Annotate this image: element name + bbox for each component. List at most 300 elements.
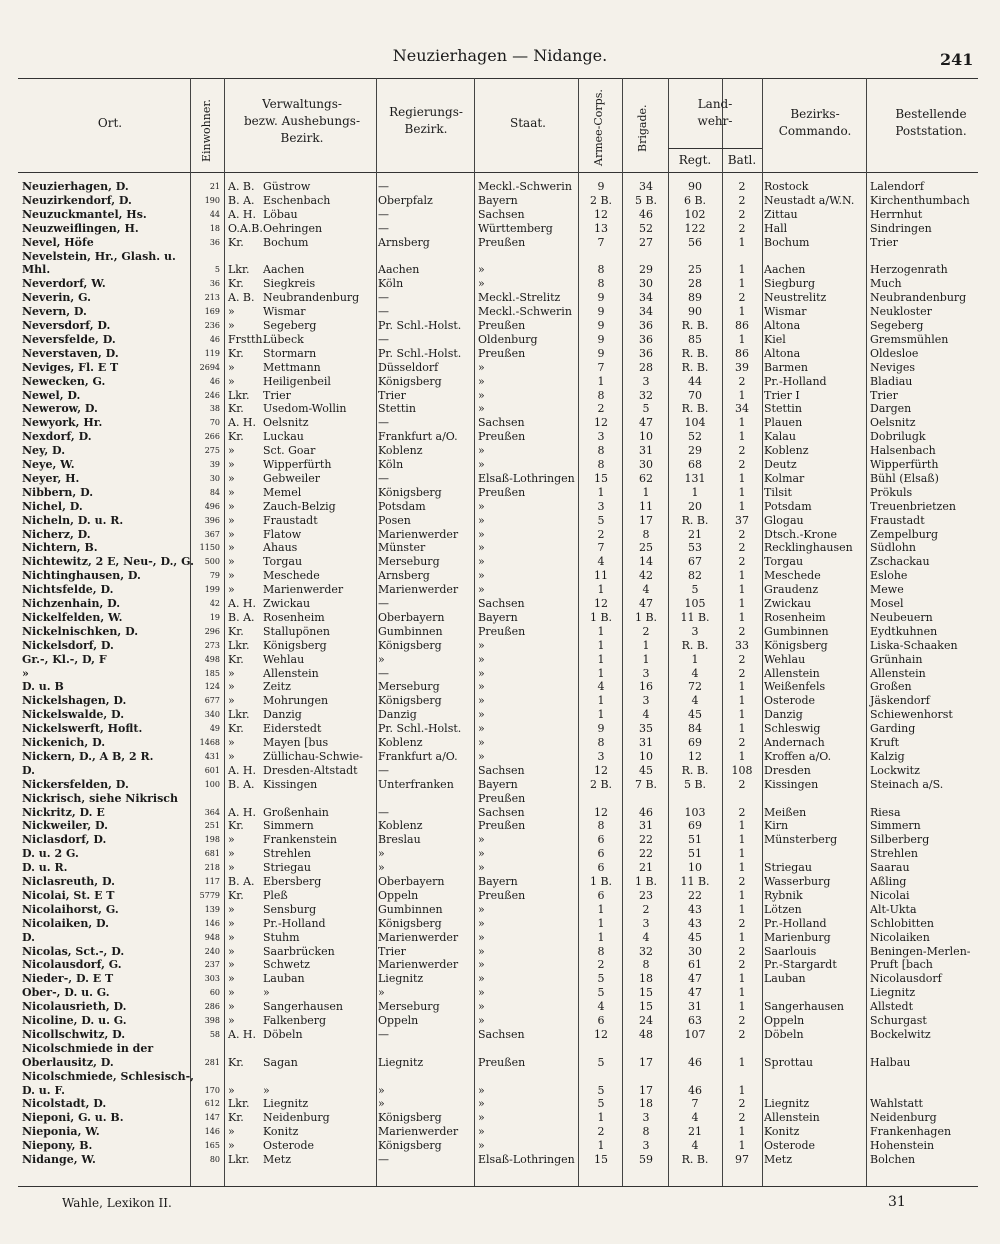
cell-staat: »	[478, 958, 485, 972]
cell-einwohner: 296	[204, 626, 220, 636]
cell-poststation: Eslohe	[870, 569, 908, 583]
cell-bataillon: 2	[738, 541, 746, 555]
cell-verwaltung-kind: »	[228, 527, 235, 541]
cell-einwohner: 1468	[199, 738, 220, 747]
cell-bataillon: 86	[735, 319, 749, 332]
cell-poststation: Strehlen	[870, 847, 918, 861]
table-row	[0, 305, 1000, 319]
cell-bezirks-commando: Zwickau	[764, 597, 812, 610]
cell-regiment: 56	[688, 235, 702, 249]
cell-verwaltung-name: Liegnitz	[263, 1097, 309, 1111]
cell-einwohner: 185	[204, 668, 220, 678]
col-header-verwaltung-line2: bezw. Aushebungs-	[244, 114, 360, 128]
cell-regiment: 53	[688, 541, 702, 555]
cell-poststation: Halsenbach	[870, 444, 936, 458]
cell-einwohner: 5	[214, 265, 220, 275]
cell-bezirks-commando: Danzig	[764, 708, 803, 722]
cell-armee-corps: 12	[594, 763, 608, 777]
cell-regiment: 31	[688, 1000, 702, 1014]
cell-brigade: 1	[642, 485, 650, 499]
cell-verwaltung-kind: »	[228, 930, 235, 944]
cell-poststation: Bladiau	[870, 374, 913, 388]
cell-ort: Nickelswalde, D.	[22, 708, 125, 722]
cell-staat: »	[478, 263, 485, 277]
cell-regiment: 69	[688, 736, 702, 749]
cell-brigade: 46	[639, 207, 653, 221]
cell-armee-corps: 12	[594, 1027, 608, 1041]
cell-bataillon: 1	[738, 1125, 746, 1139]
cell-ort: Oberlausitz, D.	[22, 1055, 114, 1069]
cell-armee-corps: 7	[597, 235, 605, 249]
cell-regierungsbezirk: Potsdam	[378, 499, 426, 513]
cell-verwaltung-kind: »	[228, 1125, 235, 1139]
cell-armee-corps: 8	[597, 444, 605, 458]
cell-bataillon: 1	[738, 430, 746, 444]
cell-verwaltung-kind: A. H.	[228, 416, 257, 430]
cell-ort: Nicolai, St. E T	[22, 888, 115, 902]
cell-staat: »	[478, 555, 485, 569]
table-row	[0, 819, 1000, 833]
cell-armee-corps: 4	[597, 1000, 605, 1014]
cell-brigade: 8	[642, 527, 650, 541]
col-header-regt: Regt.	[678, 153, 712, 167]
cell-brigade: 48	[639, 1027, 653, 1041]
cell-verwaltung-name: Marienwerder	[263, 583, 344, 597]
table-row	[0, 833, 1000, 847]
cell-verwaltung-kind: »	[228, 555, 235, 569]
cell-einwohner: 303	[204, 974, 220, 984]
cell-brigade: 3	[642, 1111, 650, 1125]
col-header-regierung-line1: Regierungs-	[389, 105, 463, 119]
cell-bataillon: 2	[738, 1014, 746, 1027]
cell-bezirks-commando: Recklinghausen	[764, 541, 853, 555]
cell-poststation: Liska-Schaaken	[870, 638, 958, 652]
cell-verwaltung-kind: »	[228, 1083, 235, 1097]
cell-verwaltung-name: Neubrandenburg	[263, 291, 360, 305]
cell-verwaltung-kind: »	[228, 833, 235, 847]
cell-armee-corps: 15	[594, 1153, 608, 1166]
cell-poststation: Halbau	[870, 1055, 911, 1069]
cell-ort: Nickweiler, D.	[22, 819, 109, 833]
table-row	[0, 1097, 1000, 1111]
cell-verwaltung-kind: A. B.	[228, 291, 255, 305]
cell-verwaltung-kind: A. H.	[228, 1027, 257, 1041]
col-header-bezirks	[766, 106, 864, 140]
cell-verwaltung-name: Zwickau	[263, 597, 311, 610]
cell-regiment: 21	[688, 527, 702, 541]
cell-einwohner: 948	[204, 932, 220, 942]
cell-staat: »	[478, 360, 485, 374]
cell-armee-corps: 1	[597, 583, 605, 597]
cell-ort: Newel, D.	[22, 388, 81, 402]
cell-regierungsbezirk: —	[378, 180, 389, 193]
cell-brigade: 5 B.	[634, 193, 658, 207]
cell-verwaltung-name: Stormarn	[263, 346, 317, 360]
cell-bataillon: 2	[738, 555, 746, 569]
cell-ort: Nicoline, D. u. G.	[22, 1014, 127, 1027]
cell-ort: Nicheln, D. u. R.	[22, 513, 124, 527]
table-row	[0, 986, 1000, 1000]
cell-einwohner: 19	[209, 612, 220, 622]
cell-einwohner: 218	[204, 863, 220, 873]
cell-bataillon: 2	[738, 458, 746, 471]
cell-einwohner: 340	[204, 710, 220, 720]
cell-poststation: Schiewenhorst	[870, 708, 953, 722]
cell-ort: Nickritz, D. E	[22, 805, 105, 819]
cell-armee-corps: 9	[597, 332, 605, 346]
cell-poststation: Lockwitz	[870, 763, 920, 777]
cell-brigade: 15	[639, 1000, 653, 1014]
cell-regiment: 7	[691, 1097, 699, 1111]
cell-brigade: 22	[639, 847, 653, 861]
cell-staat: Sachsen	[478, 805, 525, 819]
cell-verwaltung-name: Fraustadt	[263, 513, 318, 527]
cell-verwaltung-kind: Kr.	[228, 1111, 244, 1125]
cell-verwaltung-kind: B. A.	[228, 777, 255, 791]
cell-verwaltung-name: Großenhain	[263, 805, 329, 819]
cell-verwaltung-kind: »	[228, 916, 235, 930]
cell-regiment: 47	[688, 972, 702, 986]
cell-verwaltung-kind: Kr.	[228, 722, 244, 736]
cell-ort: Nicherz, D.	[22, 527, 91, 541]
cell-ort: D.	[22, 763, 35, 777]
cell-armee-corps: 2 B.	[589, 777, 613, 791]
cell-staat: »	[478, 541, 485, 555]
cell-poststation: Trier	[870, 388, 898, 402]
cell-bezirks-commando: Wasserburg	[764, 875, 831, 888]
cell-poststation: Hohenstein	[870, 1139, 935, 1153]
cell-armee-corps: 2	[597, 958, 605, 972]
cell-bataillon: 1	[738, 902, 746, 916]
cell-ort: Niepony, B.	[22, 1139, 93, 1153]
cell-regiment: 63	[688, 1014, 702, 1027]
cell-verwaltung-kind: »	[228, 902, 235, 916]
table-row	[0, 402, 1000, 416]
cell-bataillon: 1	[738, 986, 746, 1000]
cell-verwaltung-name: Usedom-Wollin	[263, 402, 347, 416]
cell-bataillon: 2	[738, 875, 746, 888]
cell-ort: Niclasreuth, D.	[22, 875, 115, 888]
cell-regierungsbezirk: Frankfurt a/O.	[378, 430, 458, 444]
col-header-landwehr-line2: wehr-	[697, 114, 733, 128]
cell-bataillon: 1	[738, 749, 746, 763]
cell-bataillon: 1	[738, 1055, 746, 1069]
cell-einwohner: 44	[209, 209, 220, 219]
cell-einwohner: 500	[204, 557, 220, 567]
cell-brigade: 18	[639, 1097, 653, 1111]
cell-verwaltung-name: Sangerhausen	[263, 1000, 343, 1014]
cell-staat: Bayern	[478, 875, 518, 888]
table-row	[0, 958, 1000, 972]
cell-brigade: 1	[642, 638, 650, 652]
cell-regierungsbezirk: Merseburg	[378, 680, 440, 694]
cell-poststation: Simmern	[870, 819, 921, 833]
cell-brigade: 23	[639, 888, 653, 902]
cell-armee-corps: 9	[597, 291, 605, 305]
cell-armee-corps: 5	[597, 1055, 605, 1069]
cell-verwaltung-name: Zauch-Belzig	[263, 499, 336, 513]
cell-ort: Nieponia, W.	[22, 1125, 100, 1139]
table-row	[0, 1000, 1000, 1014]
cell-bezirks-commando: Schleswig	[764, 722, 821, 736]
cell-armee-corps: 9	[597, 722, 605, 736]
cell-einwohner: 251	[204, 821, 220, 831]
cell-bezirks-commando: Neustrelitz	[764, 291, 827, 305]
cell-regiment: 30	[688, 944, 702, 958]
page-header-title: Neuzierhagen — Nidange.	[392, 46, 608, 65]
cell-verwaltung-kind: Lkr.	[228, 638, 250, 652]
cell-brigade: 31	[639, 444, 653, 458]
cell-staat: »	[478, 652, 485, 666]
cell-regiment: R. B.	[681, 763, 709, 777]
cell-bataillon: 1	[738, 930, 746, 944]
cell-bataillon: 2	[738, 221, 746, 235]
cell-poststation: Pruft [bach	[870, 958, 933, 972]
cell-bezirks-commando: Marienburg	[764, 930, 831, 944]
cell-staat: »	[478, 388, 485, 402]
cell-regierungsbezirk: Marienwerder	[378, 1125, 459, 1139]
cell-ort: Nichtern, B.	[22, 541, 98, 555]
cell-regiment: 46	[688, 1083, 702, 1097]
cell-poststation: Beningen-Merlen-	[870, 944, 971, 958]
cell-brigade: 28	[639, 360, 653, 374]
cell-ort: D.	[22, 930, 35, 944]
cell-bezirks-commando: Osterode	[764, 1139, 816, 1153]
table-row	[0, 861, 1000, 875]
cell-poststation: Grünhain	[870, 652, 923, 666]
table-row	[0, 1042, 1000, 1056]
cell-einwohner: 237	[204, 960, 220, 970]
cell-brigade: 15	[639, 986, 653, 1000]
cell-verwaltung-kind: »	[228, 944, 235, 958]
cell-verwaltung-kind: Kr.	[228, 1055, 244, 1069]
cell-poststation: Zempelburg	[870, 527, 939, 541]
cell-staat: »	[478, 861, 485, 875]
cell-regiment: R. B.	[681, 346, 709, 360]
cell-verwaltung-kind: Kr.	[228, 277, 244, 291]
cell-brigade: 35	[639, 722, 653, 736]
cell-regiment: R. B.	[681, 1153, 709, 1166]
cell-verwaltung-kind: A. H.	[228, 805, 257, 819]
cell-armee-corps: 2	[597, 1125, 605, 1139]
cell-poststation: Wipperfürth	[870, 458, 939, 471]
table-row	[0, 236, 1000, 250]
cell-armee-corps: 12	[594, 805, 608, 819]
page-number: 241	[940, 50, 974, 69]
cell-regiment: 107	[684, 1027, 706, 1041]
cell-regiment: 90	[688, 305, 702, 319]
cell-ort: Neuzweiflingen, H.	[22, 221, 139, 235]
cell-ort: Gr.-, Kl.-, D, F	[22, 652, 107, 666]
cell-bataillon: 2	[738, 777, 746, 791]
cell-regierungsbezirk: —	[378, 305, 389, 319]
cell-regiment: R. B.	[681, 513, 709, 527]
cell-staat: Sachsen	[478, 1027, 525, 1041]
cell-poststation: Kalzig	[870, 749, 905, 763]
cell-verwaltung-name: Stuhm	[263, 930, 300, 944]
cell-bataillon: 1	[738, 833, 746, 847]
table-row	[0, 291, 1000, 305]
cell-regierungsbezirk: Merseburg	[378, 1000, 440, 1014]
cell-brigade: 17	[639, 1055, 653, 1069]
table-row	[0, 875, 1000, 889]
cell-armee-corps: 5	[597, 513, 605, 527]
cell-poststation: Nicolai	[870, 888, 910, 902]
col-header-verwaltung-line1: Verwaltungs-	[262, 97, 342, 111]
table-row	[0, 680, 1000, 694]
cell-bezirks-commando: Döbeln	[764, 1027, 804, 1041]
cell-bezirks-commando: Dresden	[764, 763, 811, 777]
cell-regierungsbezirk: »	[378, 1097, 385, 1111]
cell-regierungsbezirk: —	[378, 597, 389, 610]
cell-regiment: 61	[688, 958, 702, 972]
cell-regierungsbezirk: —	[378, 332, 389, 346]
cell-staat: »	[478, 1111, 485, 1125]
cell-einwohner: 84	[209, 487, 220, 497]
cell-verwaltung-name: Konitz	[263, 1125, 299, 1139]
cell-staat: Bayern	[478, 193, 518, 207]
cell-armee-corps: 4	[597, 555, 605, 569]
cell-ort: Nickelsdorf, D.	[22, 638, 114, 652]
table-row	[0, 583, 1000, 597]
cell-bezirks-commando: Neustadt a/W.N.	[764, 193, 855, 207]
cell-bataillon: 1	[738, 847, 746, 861]
cell-einwohner: 46	[209, 376, 220, 386]
cell-bezirks-commando: Siegburg	[764, 277, 816, 291]
cell-bezirks-commando: Wehlau	[764, 652, 806, 666]
cell-ort: Nichzenhain, D.	[22, 597, 121, 610]
cell-brigade: 2	[642, 902, 650, 916]
table-row	[0, 1070, 1000, 1084]
cell-verwaltung-kind: Kr.	[228, 819, 244, 833]
cell-verwaltung-kind: »	[228, 680, 235, 694]
cell-brigade: 3	[642, 916, 650, 930]
cell-bezirks-commando: Zittau	[764, 207, 798, 221]
cell-armee-corps: 6	[597, 861, 605, 875]
cell-staat: Bayern	[478, 777, 518, 791]
cell-ort: Nicolschmiede, Schlesisch-,	[22, 1069, 194, 1083]
cell-verwaltung-name: Falkenberg	[263, 1014, 327, 1027]
cell-poststation: Trier	[870, 235, 898, 249]
cell-brigade: 31	[639, 736, 653, 749]
cell-regiment: 5 B.	[683, 777, 707, 791]
cell-staat: Oldenburg	[478, 332, 538, 346]
cell-regiment: 90	[688, 180, 702, 193]
cell-verwaltung-kind: Kr.	[228, 346, 244, 360]
cell-poststation: Neubeuern	[870, 610, 933, 624]
cell-armee-corps: 8	[597, 263, 605, 277]
col-header-verwaltung-line3: Bezirk.	[280, 131, 324, 145]
cell-bataillon: 1	[738, 1000, 746, 1014]
table-row	[0, 444, 1000, 458]
cell-brigade: 10	[639, 749, 653, 763]
cell-regiment: 70	[688, 388, 702, 402]
cell-poststation: Herrnhut	[870, 207, 923, 221]
landwehr-sub-rule	[668, 148, 762, 149]
cell-ort: Nickelfelden, W.	[22, 610, 123, 624]
cell-poststation: Schurgast	[870, 1014, 927, 1027]
table-row	[0, 736, 1000, 750]
cell-einwohner: 80	[209, 1155, 220, 1164]
cell-bataillon: 2	[738, 193, 746, 207]
cell-bataillon: 2	[738, 374, 746, 388]
cell-staat: »	[478, 1125, 485, 1139]
table-row	[0, 972, 1000, 986]
cell-bezirks-commando: Kalau	[764, 430, 796, 444]
table-row	[0, 1028, 1000, 1042]
cell-bataillon: 86	[735, 346, 749, 360]
cell-armee-corps: 6	[597, 1014, 605, 1027]
cell-staat: »	[478, 708, 485, 722]
cell-einwohner: 169	[204, 307, 220, 317]
cell-einwohner: 38	[209, 404, 220, 414]
cell-verwaltung-name: Memel	[263, 485, 302, 499]
cell-verwaltung-kind: Lkr.	[228, 388, 250, 402]
cell-armee-corps: 1	[597, 1139, 605, 1153]
cell-bataillon: 1	[738, 610, 746, 624]
cell-armee-corps: 5	[597, 1097, 605, 1111]
cell-regierungsbezirk: Oppeln	[378, 1014, 419, 1027]
cell-staat: Preußen	[478, 888, 526, 902]
cell-regierungsbezirk: —	[378, 1153, 389, 1166]
cell-einwohner: 364	[204, 807, 220, 817]
cell-ort: Nickersfelden, D.	[22, 777, 129, 791]
cell-bataillon: 2	[738, 1097, 746, 1111]
cell-verwaltung-kind: Kr.	[228, 430, 244, 444]
cell-einwohner: 139	[204, 904, 220, 914]
cell-poststation: Allstedt	[870, 1000, 914, 1014]
cell-verwaltung-name: Flatow	[263, 527, 302, 541]
cell-poststation: Neviges	[870, 360, 916, 374]
cell-regierungsbezirk: Aachen	[378, 263, 420, 277]
cell-verwaltung-kind: »	[228, 972, 235, 986]
cell-verwaltung-kind: Kr.	[228, 888, 244, 902]
cell-brigade: 18	[639, 972, 653, 986]
cell-bezirks-commando: Rosenheim	[764, 610, 826, 624]
cell-poststation: Oldesloe	[870, 346, 919, 360]
cell-verwaltung-kind: Kr.	[228, 624, 244, 638]
col-header-post	[868, 106, 994, 140]
cell-verwaltung-name: Strehlen	[263, 847, 311, 861]
cell-einwohner: 18	[209, 223, 220, 233]
cell-bataillon: 2	[738, 291, 746, 305]
cell-verwaltung-name: Zeitz	[263, 680, 291, 694]
cell-bataillon: 108	[731, 763, 753, 777]
cell-regierungsbezirk: —	[378, 763, 389, 777]
cell-staat: »	[478, 638, 485, 652]
cell-poststation: Aßling	[870, 875, 907, 888]
cell-einwohner: 273	[204, 640, 220, 650]
cell-staat: »	[478, 736, 485, 749]
cell-regiment: R. B.	[681, 319, 709, 332]
cell-poststation: Saarau	[870, 861, 910, 875]
cell-verwaltung-name: Pr.-Holland	[263, 916, 326, 930]
cell-poststation: Kruft	[870, 736, 900, 749]
cell-poststation: Nicolaiken	[870, 930, 930, 944]
cell-ort: Nieponi, G. u. B.	[22, 1111, 124, 1125]
cell-bataillon: 2	[738, 666, 746, 680]
cell-bezirks-commando: Konitz	[764, 1125, 800, 1139]
cell-regierungsbezirk: Oberpfalz	[378, 193, 433, 207]
cell-staat: Meckl.-Strelitz	[478, 291, 561, 305]
cell-regiment: 4	[691, 666, 699, 680]
cell-verwaltung-kind: »	[228, 1000, 235, 1014]
cell-regierungsbezirk: Frankfurt a/O.	[378, 749, 458, 763]
cell-bataillon: 1	[738, 416, 746, 430]
cell-verwaltung-kind: »	[228, 986, 235, 1000]
cell-ort: Nickelswerft, Hoflt.	[22, 722, 143, 736]
cell-staat: »	[478, 458, 485, 471]
